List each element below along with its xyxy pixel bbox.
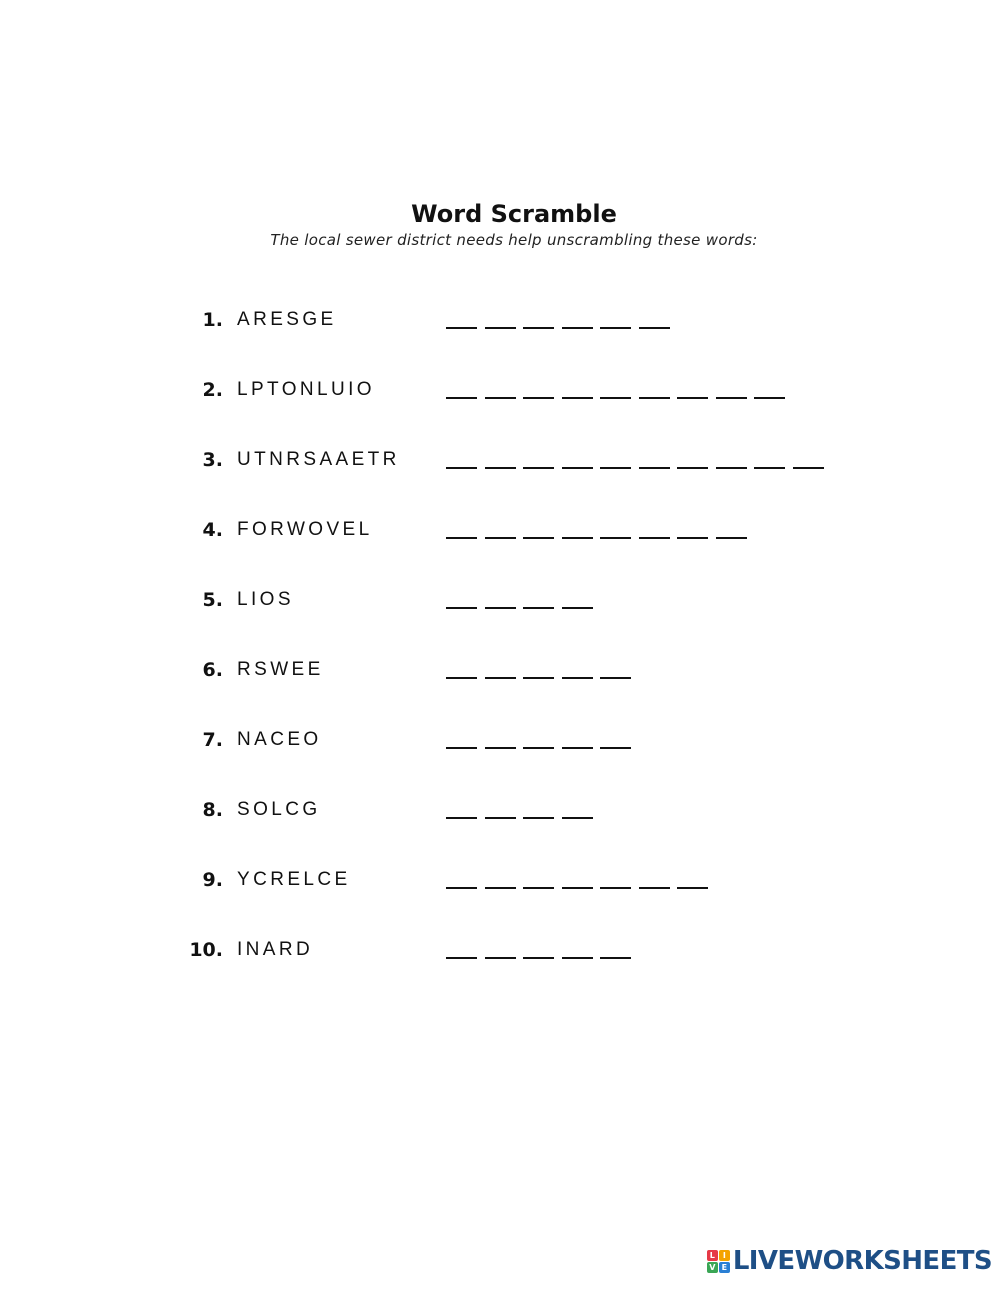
scrambled-word: YCRELCE bbox=[237, 869, 351, 890]
letter-blank[interactable] bbox=[446, 607, 477, 609]
scrambled-word: UTNRSAAETR bbox=[237, 449, 400, 470]
scrambled-word: INARD bbox=[237, 939, 314, 960]
letter-blank[interactable] bbox=[716, 397, 747, 399]
letter-blank[interactable] bbox=[446, 467, 477, 469]
letter-blank[interactable] bbox=[793, 467, 824, 469]
letter-blank[interactable] bbox=[716, 467, 747, 469]
item-number: 3. bbox=[202, 449, 223, 471]
letter-blank[interactable] bbox=[523, 957, 554, 959]
scramble-row bbox=[0, 445, 1000, 475]
scrambled-word: LPTONLUIO bbox=[237, 379, 375, 400]
letter-blank[interactable] bbox=[600, 537, 631, 539]
letter-blank[interactable] bbox=[600, 887, 631, 889]
scramble-row bbox=[0, 305, 1000, 335]
letter-blank[interactable] bbox=[523, 537, 554, 539]
letter-blank[interactable] bbox=[754, 467, 785, 469]
letter-blank[interactable] bbox=[446, 747, 477, 749]
letter-blank[interactable] bbox=[562, 607, 593, 609]
letter-blank[interactable] bbox=[562, 957, 593, 959]
scramble-row bbox=[0, 655, 1000, 685]
letter-blank[interactable] bbox=[562, 747, 593, 749]
letter-blank[interactable] bbox=[485, 467, 516, 469]
letter-blank[interactable] bbox=[485, 957, 516, 959]
letter-blank[interactable] bbox=[485, 817, 516, 819]
scrambled-word: LIOS bbox=[237, 589, 294, 610]
letter-blank[interactable] bbox=[446, 327, 477, 329]
letter-blank[interactable] bbox=[562, 677, 593, 679]
letter-blank[interactable] bbox=[639, 887, 670, 889]
letter-blank[interactable] bbox=[523, 887, 554, 889]
letter-blank[interactable] bbox=[600, 957, 631, 959]
logo-mark-letter: E bbox=[719, 1262, 730, 1273]
item-number: 5. bbox=[202, 589, 223, 611]
letter-blank[interactable] bbox=[600, 467, 631, 469]
letter-blank[interactable] bbox=[639, 397, 670, 399]
letter-blank[interactable] bbox=[677, 537, 708, 539]
letter-blank[interactable] bbox=[562, 327, 593, 329]
liveworksheets-logo-text: LIVEWORKSHEETS bbox=[732, 1246, 992, 1276]
letter-blank[interactable] bbox=[485, 537, 516, 539]
letter-blank[interactable] bbox=[446, 677, 477, 679]
scramble-row bbox=[0, 725, 1000, 755]
scramble-row bbox=[0, 375, 1000, 405]
logo-mark-letter: I bbox=[719, 1250, 730, 1261]
item-number: 6. bbox=[202, 659, 223, 681]
liveworksheets-logo-icon bbox=[707, 1250, 730, 1273]
letter-blank[interactable] bbox=[523, 397, 554, 399]
scrambled-word: FORWOVEL bbox=[237, 519, 373, 540]
scrambled-word: NACEO bbox=[237, 729, 322, 750]
scrambled-word: RSWEE bbox=[237, 659, 324, 680]
logo-mark-letter: V bbox=[707, 1262, 718, 1273]
letter-blank[interactable] bbox=[600, 677, 631, 679]
item-number: 7. bbox=[202, 729, 223, 751]
item-number: 4. bbox=[202, 519, 223, 541]
letter-blank[interactable] bbox=[639, 537, 670, 539]
letter-blank[interactable] bbox=[485, 397, 516, 399]
item-number: 2. bbox=[202, 379, 223, 401]
letter-blank[interactable] bbox=[485, 677, 516, 679]
letter-blank[interactable] bbox=[485, 887, 516, 889]
letter-blank[interactable] bbox=[562, 817, 593, 819]
letter-blank[interactable] bbox=[562, 397, 593, 399]
letter-blank[interactable] bbox=[446, 817, 477, 819]
letter-blank[interactable] bbox=[485, 607, 516, 609]
worksheet-title: Word Scramble bbox=[411, 200, 617, 229]
letter-blank[interactable] bbox=[600, 397, 631, 399]
scramble-row bbox=[0, 865, 1000, 895]
letter-blank[interactable] bbox=[677, 887, 708, 889]
letter-blank[interactable] bbox=[523, 747, 554, 749]
item-number: 9. bbox=[202, 869, 223, 891]
letter-blank[interactable] bbox=[446, 887, 477, 889]
letter-blank[interactable] bbox=[485, 327, 516, 329]
letter-blank[interactable] bbox=[562, 887, 593, 889]
letter-blank[interactable] bbox=[600, 747, 631, 749]
letter-blank[interactable] bbox=[600, 327, 631, 329]
scrambled-word: ARESGE bbox=[237, 309, 337, 330]
letter-blank[interactable] bbox=[523, 607, 554, 609]
letter-blank[interactable] bbox=[562, 537, 593, 539]
item-number: 10. bbox=[189, 939, 223, 961]
scramble-row bbox=[0, 585, 1000, 615]
letter-blank[interactable] bbox=[523, 467, 554, 469]
scramble-row bbox=[0, 795, 1000, 825]
letter-blank[interactable] bbox=[677, 467, 708, 469]
letter-blank[interactable] bbox=[446, 537, 477, 539]
scramble-row bbox=[0, 515, 1000, 545]
scrambled-word: SOLCG bbox=[237, 799, 321, 820]
letter-blank[interactable] bbox=[639, 327, 670, 329]
liveworksheets-logo bbox=[707, 1245, 992, 1277]
letter-blank[interactable] bbox=[523, 817, 554, 819]
letter-blank[interactable] bbox=[754, 397, 785, 399]
letter-blank[interactable] bbox=[523, 327, 554, 329]
worksheet-subtitle: The local sewer district needs help unscrambling these words: bbox=[270, 231, 758, 249]
logo-mark-letter: L bbox=[707, 1250, 718, 1261]
letter-blank[interactable] bbox=[639, 467, 670, 469]
letter-blank[interactable] bbox=[562, 467, 593, 469]
letter-blank[interactable] bbox=[485, 747, 516, 749]
letter-blank[interactable] bbox=[446, 957, 477, 959]
letter-blank[interactable] bbox=[523, 677, 554, 679]
scramble-row bbox=[0, 935, 1000, 965]
letter-blank[interactable] bbox=[716, 537, 747, 539]
item-number: 8. bbox=[202, 799, 223, 821]
item-number: 1. bbox=[202, 309, 223, 331]
letter-blank[interactable] bbox=[677, 397, 708, 399]
letter-blank[interactable] bbox=[446, 397, 477, 399]
